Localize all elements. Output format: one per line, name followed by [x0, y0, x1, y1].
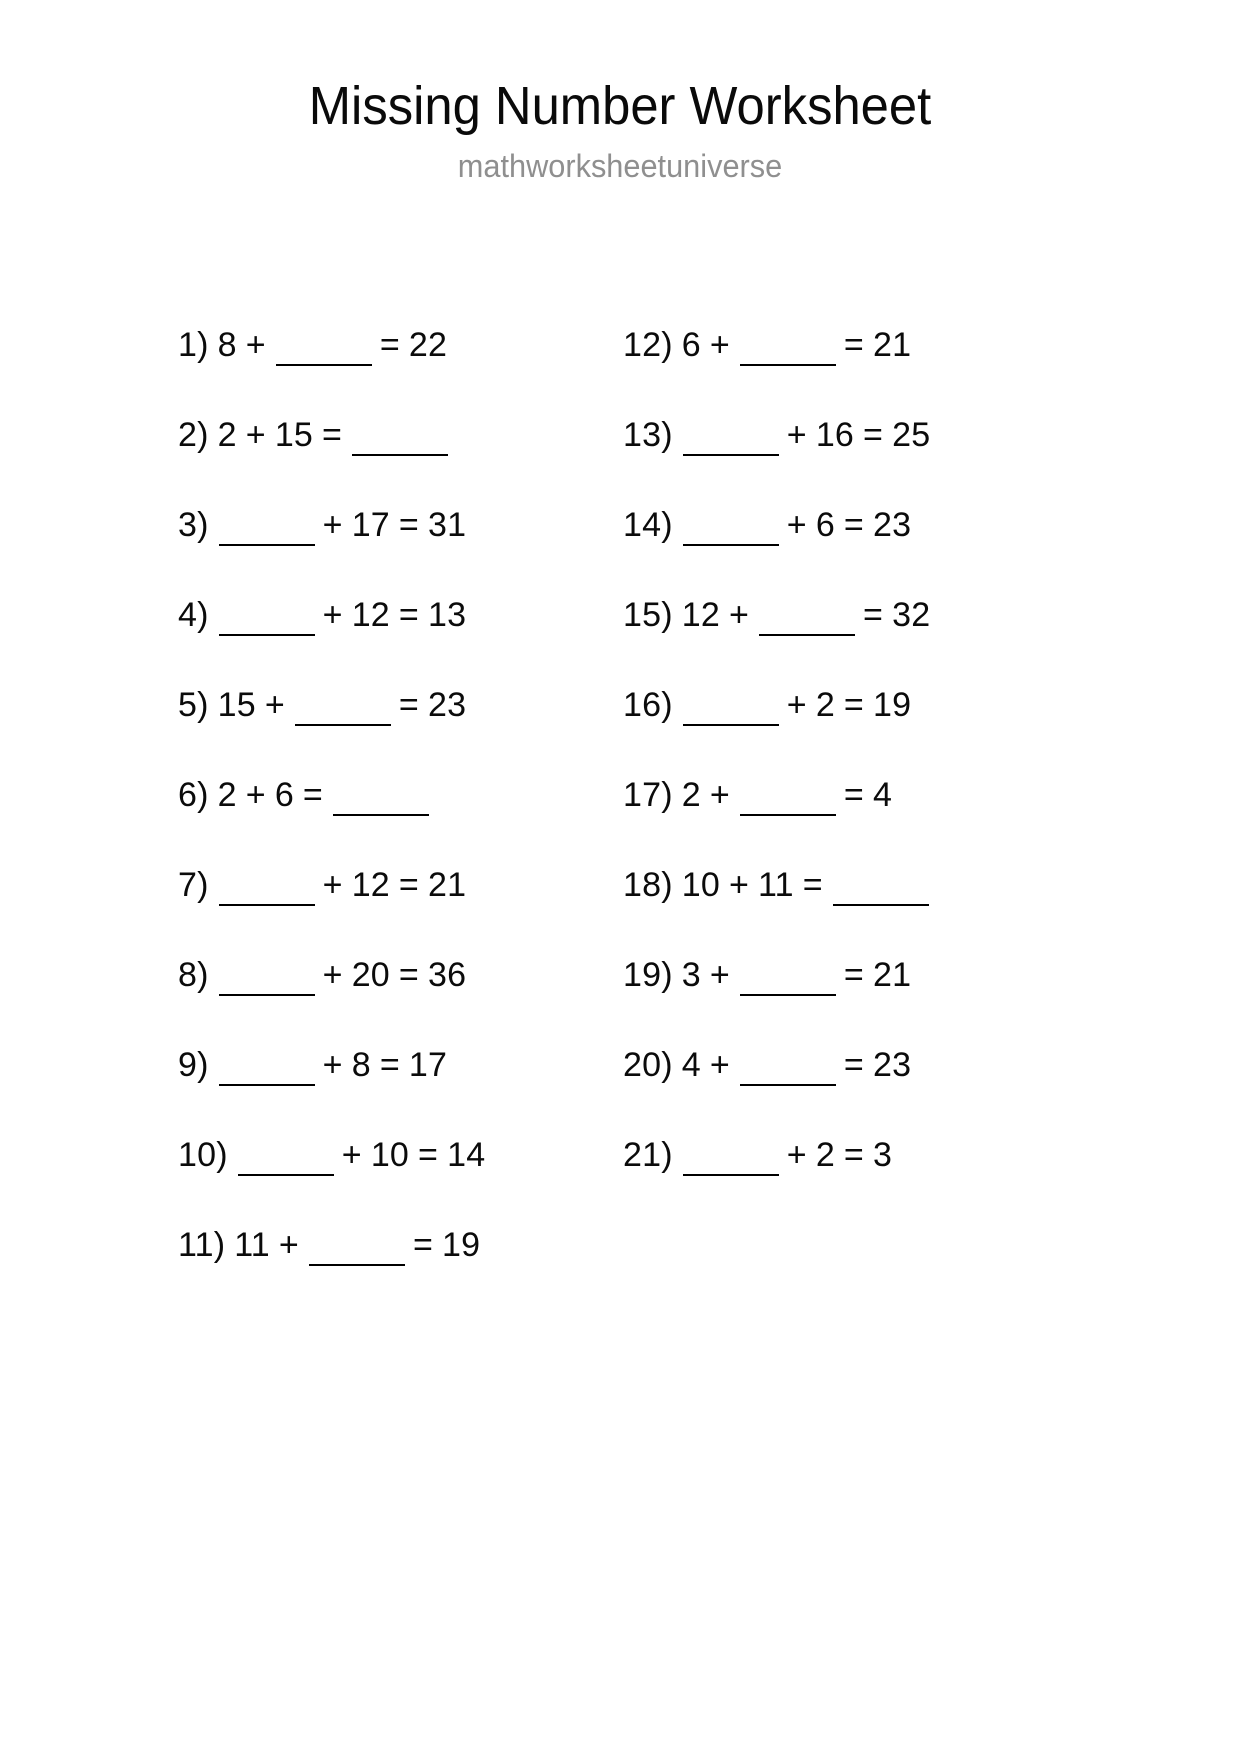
second-operand-blank[interactable] — [740, 1058, 836, 1086]
problem-number: 13) — [623, 416, 673, 454]
equals-operator: = — [322, 416, 343, 454]
second-operand: 12 — [351, 596, 390, 634]
plus-operator: + — [709, 326, 730, 364]
first-operand-blank[interactable] — [683, 428, 779, 456]
problem-number: 16) — [623, 686, 673, 724]
plus-operator: + — [322, 506, 343, 544]
second-operand: 12 — [351, 866, 390, 904]
problem-row — [623, 480, 1053, 570]
result-blank[interactable] — [833, 878, 929, 906]
equals-operator: = — [398, 686, 419, 724]
problem-grid — [0, 300, 1240, 1290]
second-operand: 11 — [758, 866, 794, 904]
result: 25 — [892, 416, 931, 454]
problem-number: 3) — [178, 506, 209, 544]
plus-operator: + — [245, 776, 266, 814]
equals-operator: = — [843, 506, 864, 544]
equals-operator: = — [398, 506, 419, 544]
equals-operator: = — [379, 326, 400, 364]
second-operand-blank[interactable] — [295, 698, 391, 726]
plus-operator: + — [264, 686, 285, 724]
problem-number: 5) — [178, 686, 209, 724]
equals-operator: = — [302, 776, 323, 814]
problem-number: 2) — [178, 416, 209, 454]
first-operand: 8 — [217, 326, 237, 364]
second-operand: 6 — [274, 776, 294, 814]
worksheet-subtitle: mathworksheetuniverse — [457, 147, 783, 184]
second-operand: 10 — [370, 1136, 410, 1174]
plus-operator: + — [341, 1136, 362, 1174]
plus-operator: + — [245, 416, 266, 454]
result: 22 — [408, 326, 448, 364]
result: 21 — [427, 866, 467, 904]
first-operand-blank[interactable] — [238, 1148, 334, 1176]
first-operand: 6 — [681, 326, 701, 364]
problem-row — [178, 1110, 623, 1200]
second-operand: 15 — [274, 416, 314, 454]
first-operand-blank[interactable] — [219, 968, 315, 996]
plus-operator: + — [322, 596, 343, 634]
equals-operator: = — [863, 416, 884, 454]
second-operand: 20 — [351, 956, 390, 994]
problem-row — [623, 1020, 1053, 1110]
equals-operator: = — [418, 1136, 439, 1174]
result: 21 — [872, 956, 912, 994]
second-operand: 2 — [815, 1136, 835, 1174]
first-operand-blank[interactable] — [219, 878, 315, 906]
problem-row — [178, 750, 623, 840]
result: 19 — [442, 1226, 481, 1264]
problem-row — [178, 840, 623, 930]
plus-operator: + — [709, 956, 730, 994]
second-operand-blank[interactable] — [740, 968, 836, 996]
result: 13 — [427, 596, 467, 634]
problem-number: 1) — [178, 326, 209, 364]
problem-number: 6) — [178, 776, 209, 814]
plus-operator: + — [322, 1046, 343, 1084]
problem-number: 21) — [623, 1136, 673, 1174]
equals-operator: = — [843, 956, 864, 994]
plus-operator: + — [322, 956, 343, 994]
plus-operator: + — [786, 506, 807, 544]
problem-row — [623, 750, 1053, 840]
plus-operator: + — [245, 326, 266, 364]
second-operand: 2 — [815, 686, 835, 724]
plus-operator: + — [278, 1226, 299, 1264]
problem-number: 15) — [623, 596, 673, 634]
plus-operator: + — [322, 866, 343, 904]
problem-number: 14) — [623, 506, 673, 544]
plus-operator: + — [709, 776, 730, 814]
problem-number: 10) — [178, 1136, 228, 1174]
equals-operator: = — [802, 866, 823, 904]
equals-operator: = — [843, 326, 864, 364]
equals-operator: = — [398, 866, 419, 904]
first-operand-blank[interactable] — [219, 608, 315, 636]
equals-operator: = — [863, 596, 884, 634]
equals-operator: = — [843, 1136, 864, 1174]
first-operand: 11 — [234, 1226, 270, 1264]
second-operand: 16 — [815, 416, 855, 454]
problem-row — [178, 390, 623, 480]
second-operand-blank[interactable] — [740, 338, 836, 366]
second-operand-blank[interactable] — [759, 608, 855, 636]
second-operand-blank[interactable] — [740, 788, 836, 816]
problem-number: 4) — [178, 596, 209, 634]
plus-operator: + — [709, 1046, 730, 1084]
left-column — [178, 300, 623, 1290]
problem-row — [178, 1020, 623, 1110]
result: 17 — [408, 1046, 448, 1084]
first-operand: 12 — [681, 596, 720, 634]
first-operand: 3 — [681, 956, 701, 994]
problem-row — [623, 1110, 1053, 1200]
problem-row — [178, 1200, 623, 1290]
plus-operator: + — [786, 416, 807, 454]
problem-row — [623, 840, 1053, 930]
equals-operator: = — [398, 956, 419, 994]
right-column — [623, 300, 1053, 1200]
first-operand-blank[interactable] — [683, 518, 779, 546]
plus-operator: + — [786, 1136, 807, 1174]
problem-number: 11) — [178, 1226, 226, 1264]
first-operand-blank[interactable] — [683, 1148, 779, 1176]
result: 21 — [872, 326, 912, 364]
problem-row — [623, 570, 1053, 660]
problem-row — [178, 300, 623, 390]
first-operand: 4 — [681, 1046, 701, 1084]
problem-row — [623, 390, 1053, 480]
result: 31 — [427, 506, 467, 544]
page-title: Missing Number Worksheet — [308, 76, 932, 136]
first-operand: 15 — [217, 686, 256, 724]
equals-operator: = — [843, 776, 864, 814]
first-operand: 2 — [217, 776, 237, 814]
result: 32 — [892, 596, 931, 634]
problem-row — [178, 570, 623, 660]
plus-operator: + — [728, 866, 750, 904]
problem-row — [623, 660, 1053, 750]
first-operand-blank[interactable] — [219, 518, 315, 546]
second-operand-blank[interactable] — [309, 1238, 405, 1266]
result-blank[interactable] — [333, 788, 429, 816]
problem-row — [178, 930, 623, 1020]
result: 23 — [872, 1046, 912, 1084]
result: 3 — [872, 1136, 893, 1174]
problem-number: 19) — [623, 956, 673, 994]
first-operand: 2 — [681, 776, 701, 814]
problem-number: 8) — [178, 956, 209, 994]
result: 14 — [447, 1136, 486, 1174]
problem-number: 17) — [623, 776, 673, 814]
result-blank[interactable] — [352, 428, 448, 456]
problem-number: 7) — [178, 866, 209, 904]
second-operand-blank[interactable] — [276, 338, 372, 366]
problem-number: 9) — [178, 1046, 209, 1084]
problem-number: 12) — [623, 326, 673, 364]
plus-operator: + — [786, 686, 807, 724]
equals-operator: = — [412, 1226, 434, 1264]
equals-operator: = — [398, 596, 419, 634]
equals-operator: = — [843, 686, 864, 724]
equals-operator: = — [379, 1046, 400, 1084]
second-operand: 8 — [351, 1046, 371, 1084]
first-operand: 2 — [217, 416, 237, 454]
problem-number: 18) — [623, 866, 673, 904]
plus-operator: + — [728, 596, 750, 634]
result: 23 — [427, 686, 467, 724]
problem-row — [623, 300, 1053, 390]
second-operand: 6 — [815, 506, 835, 544]
result: 4 — [872, 776, 893, 814]
result: 23 — [872, 506, 912, 544]
result: 36 — [427, 956, 467, 994]
problem-row — [623, 930, 1053, 1020]
problem-row — [178, 480, 623, 570]
problem-number: 20) — [623, 1046, 673, 1084]
result: 19 — [872, 686, 912, 724]
first-operand-blank[interactable] — [219, 1058, 315, 1086]
first-operand-blank[interactable] — [683, 698, 779, 726]
problem-row — [178, 660, 623, 750]
equals-operator: = — [843, 1046, 864, 1084]
first-operand: 10 — [681, 866, 720, 904]
worksheet-header — [0, 0, 1240, 184]
second-operand: 17 — [351, 506, 390, 544]
